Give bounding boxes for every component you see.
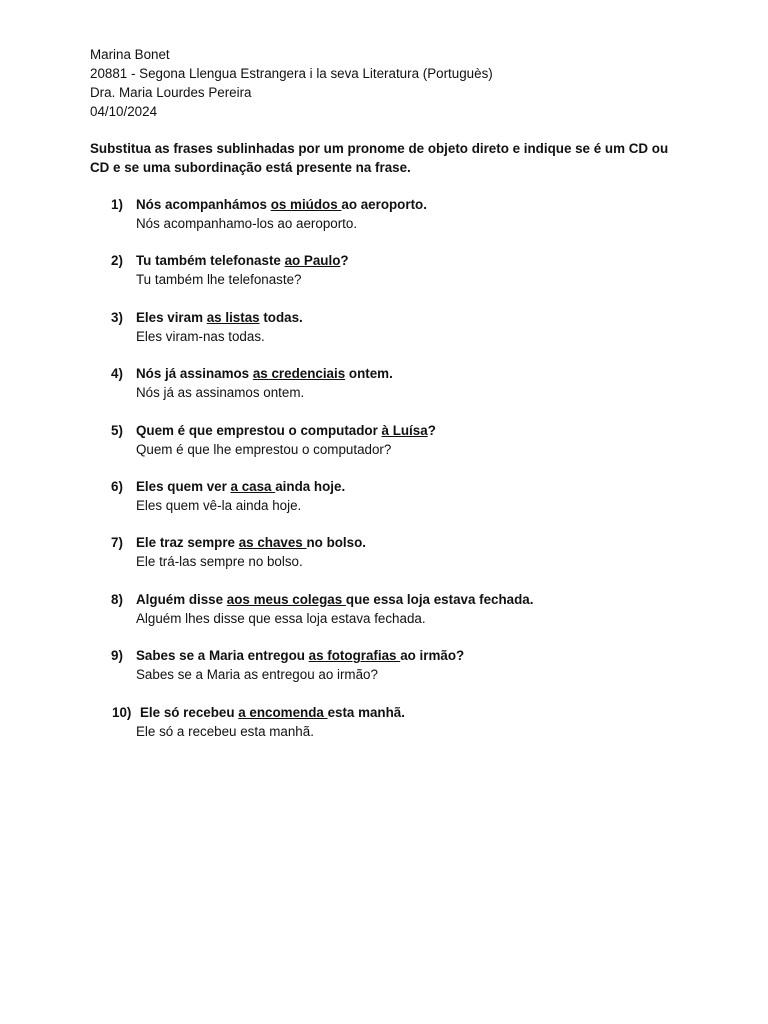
question-text: ainda hoje.	[275, 478, 346, 494]
exercise-answer: Eles quem vê-la ainda hoje.	[136, 497, 302, 513]
question-text: Eles viram	[136, 309, 207, 325]
underlined-phrase: as fotografias	[308, 648, 401, 664]
underlined-phrase: os miúdos	[270, 197, 342, 212]
exercise-item	[0, 533, 768, 589]
exercise-question	[136, 421, 436, 440]
underlined-phrase: as chaves	[238, 535, 307, 551]
exercise-question	[136, 364, 393, 383]
exercise-item	[0, 308, 768, 364]
exercise-question	[136, 308, 303, 327]
exercise-number: 6)	[111, 478, 123, 494]
underlined-phrase: a encomenda	[238, 704, 328, 720]
exercise-answer: Ele trá-las sempre no bolso.	[136, 554, 303, 570]
question-text: ao irmão?	[400, 648, 465, 664]
teacher-name: Dra. Maria Lourdes Pereira	[90, 85, 252, 100]
exercise-number: 4)	[111, 366, 123, 382]
underlined-phrase: ao Paulo	[284, 253, 341, 269]
question-text: Ele só recebeu	[140, 704, 239, 720]
exercise-answer: Nós acompanhamo-los ao aeroporto.	[136, 216, 358, 231]
exercise-question	[136, 533, 366, 552]
underlined-phrase: a casa	[230, 478, 276, 494]
exercise-answer: Quem é que lhe emprestou o computador?	[136, 441, 392, 457]
exercise-answer: Nós já as assinamos ontem.	[136, 385, 305, 401]
question-text: Nós acompanhámos	[136, 197, 271, 212]
exercise-question	[136, 477, 345, 496]
question-text: Sabes se a Maria entregou	[136, 648, 309, 664]
exercise-number: 10)	[112, 704, 132, 720]
question-text: Eles quem ver	[136, 478, 231, 494]
underlined-phrase: as credenciais	[252, 366, 346, 382]
exercise-question	[136, 590, 533, 609]
exercise-question	[136, 646, 464, 665]
exercise-item	[0, 590, 768, 646]
question-text: Ele traz sempre	[136, 535, 239, 551]
exercise-answer: Sabes se a Maria as entregou ao irmão?	[136, 667, 378, 683]
exercise-item	[0, 251, 768, 307]
exercise-item	[0, 364, 768, 420]
exercise-number: 7)	[111, 535, 123, 551]
underlined-phrase: à Luísa	[381, 422, 428, 438]
question-text: ?	[340, 253, 349, 269]
exercise-instructions: Substitua as frases sublinhadas por um pronome de objeto direto e indique se é um CD ou CD e se uma subordinação está presente na frase.	[90, 141, 669, 175]
question-text: que essa loja estava fechada.	[345, 591, 534, 607]
exercise-item	[0, 703, 768, 759]
exercise-item	[0, 477, 768, 533]
exercise-number: 2)	[111, 253, 123, 269]
question-text: no bolso.	[306, 535, 366, 551]
question-text: ao aeroporto.	[341, 197, 427, 212]
exercise-item	[0, 421, 768, 477]
document-header	[90, 45, 493, 121]
question-text: Alguém disse	[136, 591, 227, 607]
question-text: esta manhã.	[327, 704, 405, 720]
exercise-number: 1)	[111, 197, 123, 212]
student-name: Marina Bonet	[90, 47, 170, 62]
question-text: Quem é que emprestou o computador	[136, 422, 382, 438]
exercise-answer: Eles viram-nas todas.	[136, 328, 265, 344]
question-text: todas.	[259, 309, 303, 325]
question-text: ontem.	[345, 366, 393, 382]
exercise-item	[0, 195, 768, 251]
exercise-answer: Ele só a recebeu esta manhã.	[136, 723, 314, 739]
exercise-number: 5)	[111, 422, 123, 438]
underlined-phrase: as listas	[206, 309, 260, 325]
exercise-number: 8)	[111, 591, 123, 607]
exercise-list	[0, 195, 768, 759]
exercise-question	[136, 251, 349, 270]
exercise-number: 9)	[111, 648, 123, 664]
underlined-phrase: aos meus colegas	[226, 591, 346, 607]
exercise-question	[136, 195, 427, 214]
exercise-question	[140, 703, 405, 722]
course-title: 20881 - Segona Llengua Estrangera i la seva Literatura (Portuguès)	[90, 66, 493, 81]
exercise-item	[0, 646, 768, 702]
question-text: ?	[427, 422, 436, 438]
question-text: Nós já assinamos	[136, 366, 253, 382]
document-date: 04/10/2024	[90, 104, 158, 119]
exercise-answer: Tu também lhe telefonaste?	[136, 272, 302, 288]
exercise-number: 3)	[111, 309, 123, 325]
exercise-answer: Alguém lhes disse que essa loja estava fechada.	[136, 610, 426, 626]
question-text: Tu também telefonaste	[136, 253, 285, 269]
